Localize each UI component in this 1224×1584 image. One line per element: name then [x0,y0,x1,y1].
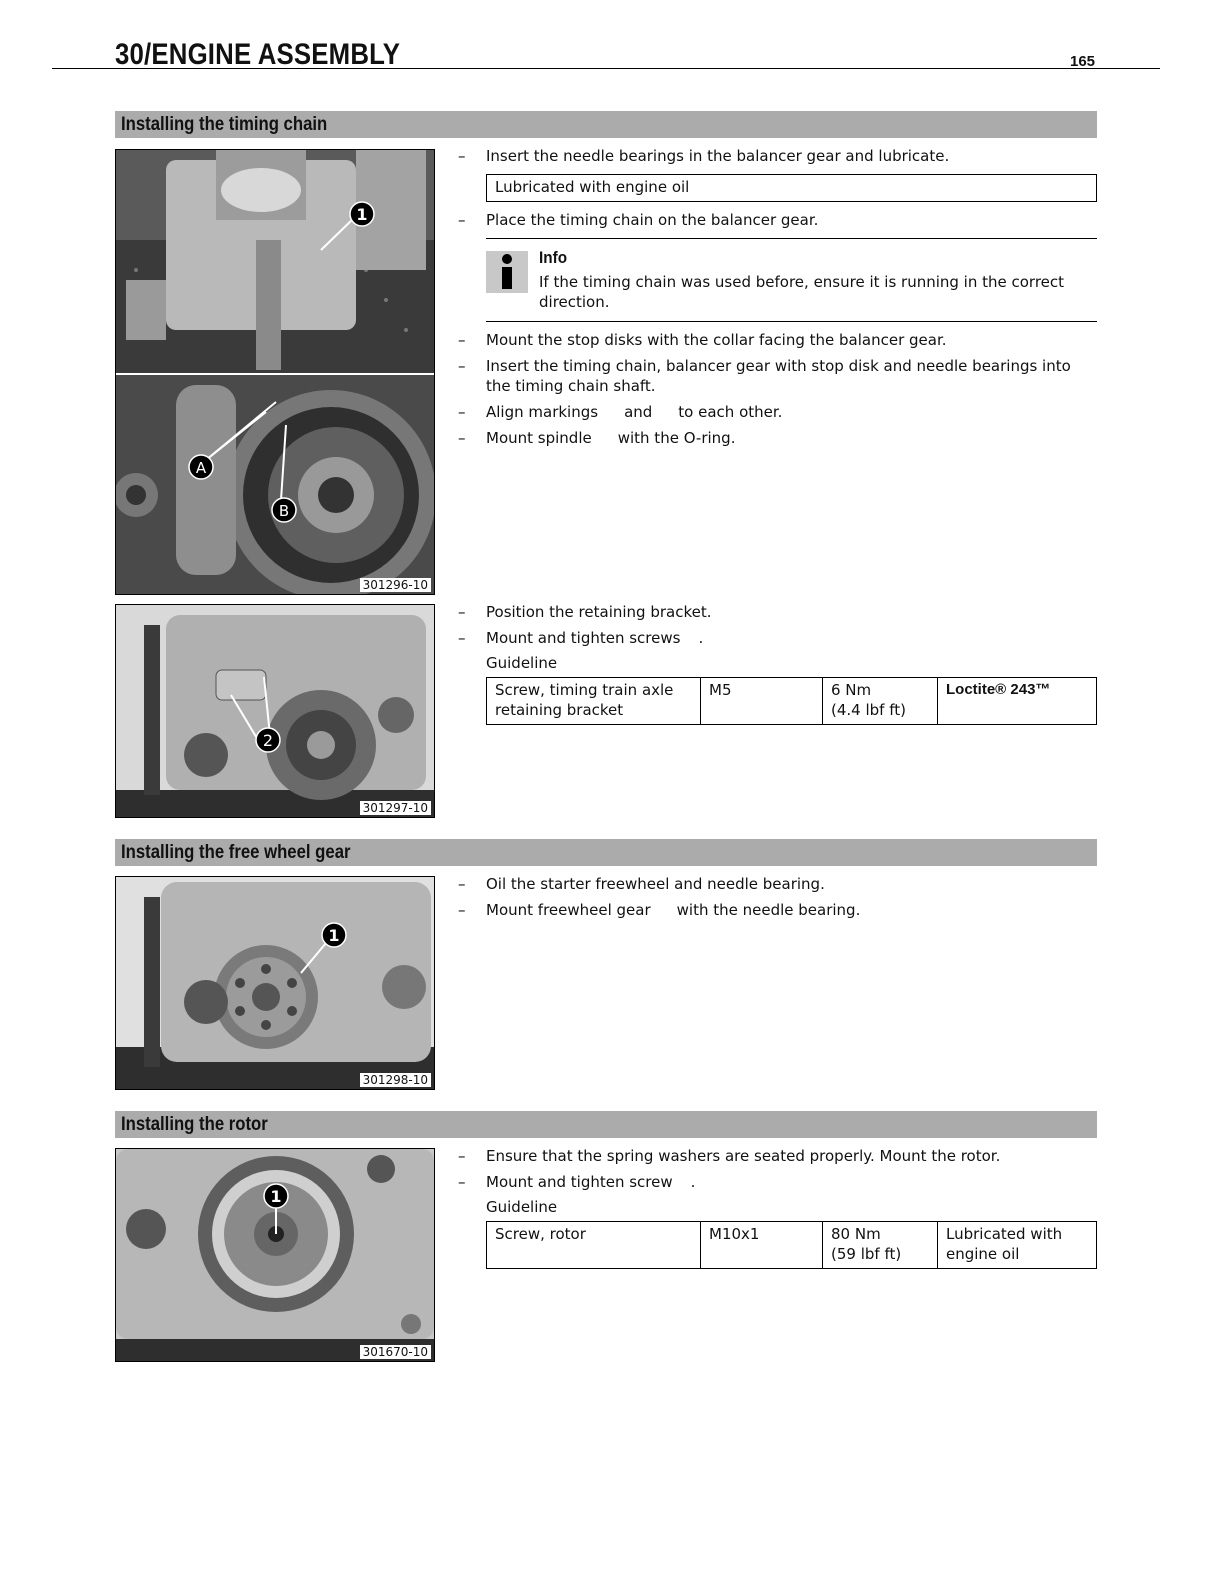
table-row [487,1222,1097,1269]
engine-photo-rotor [116,1149,434,1361]
figure-code: 301297-10 [360,801,431,815]
spec-compound: Loctite® 243™ [938,678,1097,725]
figure-rotor [115,1148,435,1362]
page-header-title: 30/ENGINE ASSEMBLY [115,38,401,71]
spec-compound: Lubricated with engine oil [938,1222,1097,1269]
section-title: Installing the free wheel gear [121,842,351,863]
section-header-rotor [115,1111,1097,1138]
callout-1: 1 [328,926,340,945]
spec-name: Screw, timing train axle retaining bracket [487,678,701,725]
info-top-rule [486,238,1097,239]
note-box-lubricant: Lubricated with engine oil [486,174,1097,202]
section-header-timing-chain [115,111,1097,138]
figure-timing-chain [115,149,435,595]
callout-2: 2 [262,731,274,750]
figure-code: 301670-10 [360,1345,431,1359]
guideline-label: Guideline [486,1198,558,1216]
info-icon [486,251,528,293]
callout-B: B [278,502,290,520]
section-title: Installing the rotor [121,1114,268,1135]
callout-1: 1 [270,1187,282,1206]
info-bottom-rule [486,321,1097,322]
header-divider [52,68,1160,69]
spec-torque: 80 Nm (59 lbf ft) [823,1222,938,1269]
spec-thread: M10x1 [701,1222,823,1269]
engine-photo-bracket [116,605,434,817]
spec-table-bracket-screw [486,677,1097,725]
callout-A: A [195,459,207,477]
section-header-free-wheel-gear [115,839,1097,866]
engine-photo-freewheel [116,877,434,1089]
figure-retaining-bracket [115,604,435,818]
page-number: 165 [1070,53,1096,70]
table-row [487,678,1097,725]
info-title: Info [539,248,568,267]
spec-thread: M5 [701,678,823,725]
spec-torque: 6 Nm (4.4 lbf ft) [823,678,938,725]
info-text: If the timing chain was used before, ensure it is running in the correct direction. [539,273,1065,311]
spec-table-rotor-screw [486,1221,1097,1269]
engine-photo-timing-chain [116,150,434,594]
figure-code: 301298-10 [360,1073,431,1087]
spec-name: Screw, rotor [487,1222,701,1269]
figure-code: 301296-10 [360,578,431,592]
section-title: Installing the timing chain [121,114,328,135]
callout-1: 1 [356,205,368,224]
guideline-label: Guideline [486,654,558,672]
figure-free-wheel-gear [115,876,435,1090]
